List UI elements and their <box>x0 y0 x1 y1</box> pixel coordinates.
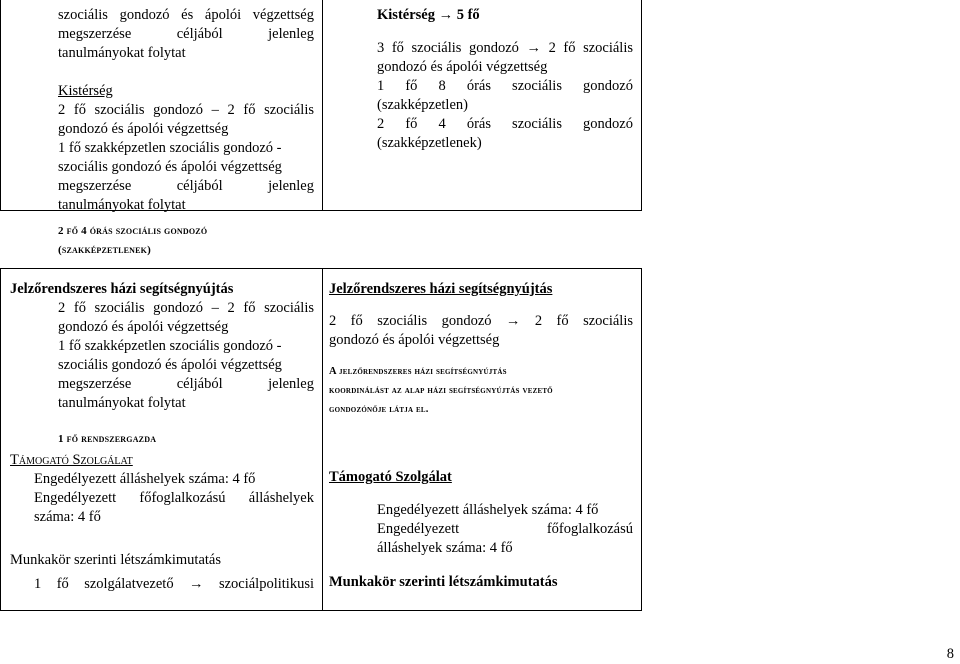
left-mid-line: 1 fő szakképzetlen szociális gondozó - <box>58 338 282 354</box>
left-mid-line: szociális gondozó és ápolói végzettség <box>58 357 282 373</box>
left-mid-line: megszerzése céljából jelenleg <box>58 376 314 392</box>
right-top-line: (szakképzetlenek) <box>377 135 482 151</box>
gap-note-line: (szakképzetlenek) <box>58 244 151 256</box>
right-top-line: 2 fő 4 órás szociális gondozó <box>377 116 633 132</box>
left-top-line: szociális gondozó és ápolói végzettség <box>58 7 314 23</box>
sysadmin-line: 1 fő rendszergazda <box>58 433 157 445</box>
tamogato-heading-right: Támogató Szolgálat <box>329 469 452 485</box>
left-top-cell <box>58 6 314 215</box>
table2-border-bottom <box>0 610 642 611</box>
kisterseg-heading: Kistérség <box>58 83 113 99</box>
jelzo-heading-left: Jelzőrendszeres házi segítségnyújtás <box>10 281 234 297</box>
left-top-line: tanulmányokat folytat <box>58 45 186 61</box>
right-mid-line: gondozó és ápolói végzettség <box>329 332 500 348</box>
table2-border-right <box>641 268 642 610</box>
left-bottom-cell <box>10 451 314 594</box>
headcount-heading-right: Munkakör szerinti létszámkimutatás <box>329 574 558 590</box>
left-top-line: megszerzése céljából jelenleg <box>58 178 314 194</box>
right-top-line: (szakképzetlen) <box>377 97 468 113</box>
right-bottom-line: Engedélyezett álláshelyek száma: 4 fő <box>377 502 599 518</box>
right-top-cell <box>377 6 633 153</box>
left-mid-line: tanulmányokat folytat <box>58 395 186 411</box>
table-border-right <box>641 0 642 210</box>
left-bottom-line: Engedélyezett főfoglalkozású álláshelyek <box>34 490 314 506</box>
left-mid-line: 2 fő szociális gondozó – 2 fő szociális <box>58 300 314 316</box>
left-top-line: 1 fő szakképzetlen szociális gondozó - <box>58 140 282 156</box>
table-border-left <box>0 0 1 210</box>
kisterseg-5-heading: Kistérség → 5 fő <box>377 7 480 23</box>
left-top-line: szociális gondozó és ápolói végzettség <box>58 159 282 175</box>
left-top-line: 2 fő szociális gondozó – 2 fő szociális <box>58 102 314 118</box>
right-top-line: 3 fő szociális gondozó → 2 fő szociális <box>377 40 633 56</box>
table2-border-top <box>0 268 642 269</box>
right-top-line: 1 fő 8 órás szociális gondozó <box>377 78 633 94</box>
tamogato-heading-left: Támogató Szolgálat <box>10 452 133 468</box>
coordination-note: A jelzőrendszeres házi segítségnyújtás <box>329 366 507 377</box>
left-top-line: tanulmányokat folytat <box>58 197 186 213</box>
headcount-heading-left: Munkakör szerinti létszámkimutatás <box>10 552 222 568</box>
left-mid-line: gondozó és ápolói végzettség <box>58 319 229 335</box>
right-top-line: gondozó és ápolói végzettség <box>377 59 548 75</box>
left-mid-cell <box>10 280 314 449</box>
right-bottom-line: álláshelyek száma: 4 fő <box>377 540 513 556</box>
table-border-mid <box>322 0 323 210</box>
left-bottom-line: száma: 4 fő <box>34 509 101 525</box>
left-bottom-line: Engedélyezett álláshelyek száma: 4 fő <box>34 471 256 487</box>
right-mid-line: 2 fő szociális gondozó → 2 fő szociális <box>329 313 633 329</box>
table2-border-mid <box>322 268 323 610</box>
left-bottom-line: 1 fő szolgálatvezető → szociálpolitikusi <box>34 576 314 592</box>
page-number: 8 <box>946 646 954 662</box>
coordination-note: gondozónője látja el. <box>329 404 429 415</box>
gap-note <box>58 222 318 260</box>
coordination-note: koordinálást az alap házi segítségnyújtás vezető <box>329 385 553 396</box>
right-mid-cell <box>329 280 633 419</box>
right-bottom-line: Engedélyezett főfoglalkozású <box>377 521 633 537</box>
left-top-line: megszerzése céljából jelenleg <box>58 26 314 42</box>
gap-note-line: 2 fő 4 órás szociális gondozó <box>58 225 208 237</box>
left-top-line: gondozó és ápolói végzettség <box>58 121 229 137</box>
table2-border-left <box>0 268 1 610</box>
right-bottom-cell <box>329 468 633 592</box>
jelzo-heading-right: Jelzőrendszeres házi segítségnyújtás <box>329 281 553 297</box>
